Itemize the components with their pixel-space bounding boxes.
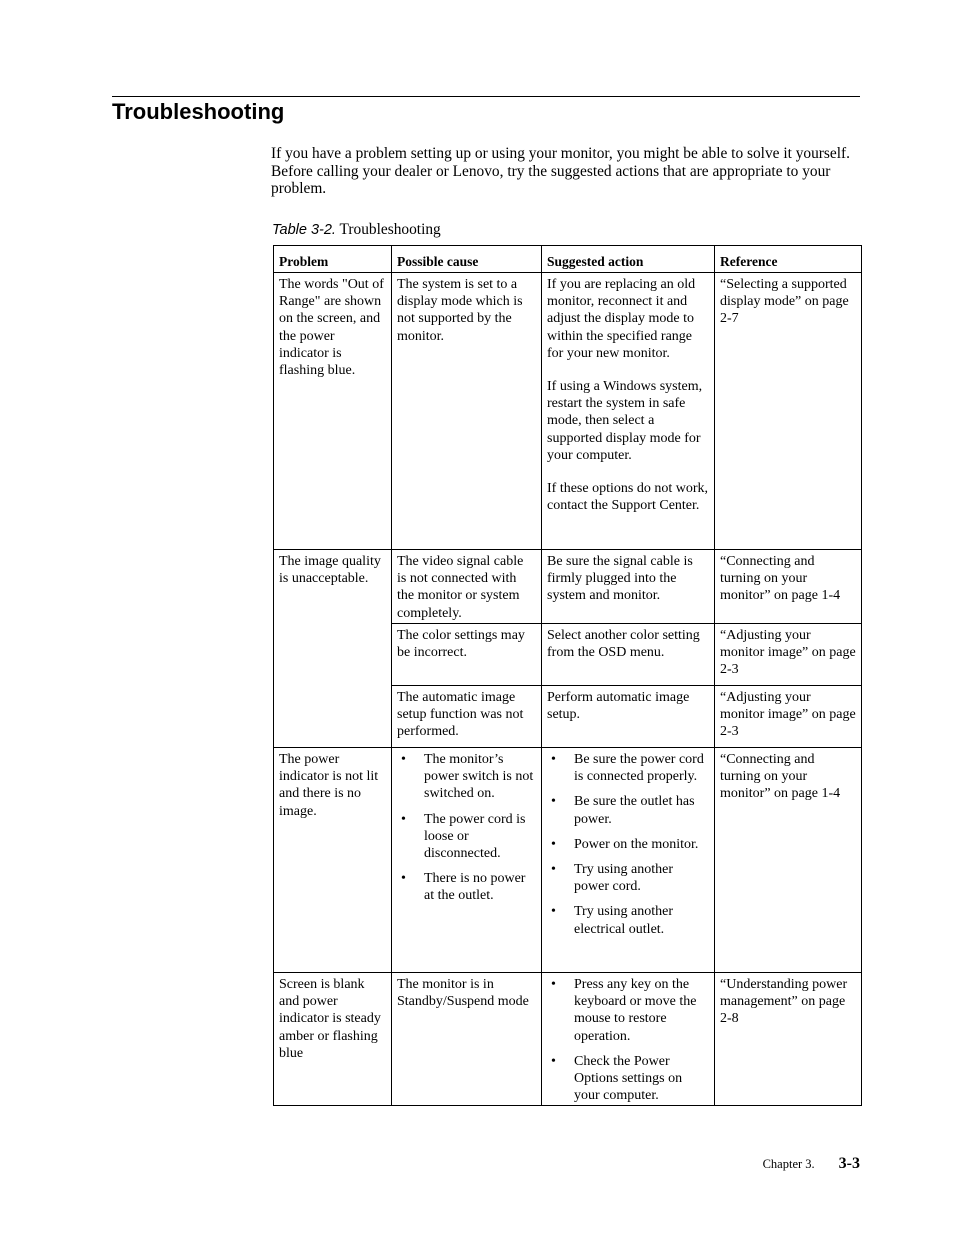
- action-paragraph: If using a Windows system, restart the system in safe mode, then select a supported display mode for your computer.: [547, 379, 703, 463]
- cause-bullet-item: • The power cord is loose or disconnected.: [401, 811, 526, 862]
- header-suggested-action: Suggested action: [542, 246, 715, 273]
- table-row: [274, 973, 862, 1106]
- action-bullet-item: • Try using another electrical outlet.: [551, 904, 674, 937]
- cause-cell: The color settings may be incorrect.: [392, 624, 542, 686]
- action-cell: [542, 973, 715, 1106]
- table-caption-text: Troubleshooting: [339, 221, 441, 238]
- bullet-icon: •: [551, 862, 556, 878]
- reference-cell: “Adjusting your monitor image” on page 2-3: [715, 624, 862, 686]
- problem-cell: The power indicator is not lit and there is no image.: [274, 748, 392, 973]
- cause-cell: The system is set to a display mode which is not supported by the monitor.: [392, 273, 542, 550]
- action-bullet-item: • Power on the monitor.: [551, 836, 699, 852]
- reference-cell: “Connecting and turning on your monitor” on page 1-4: [715, 748, 862, 973]
- table-header-row: [274, 246, 862, 273]
- table-row: [274, 273, 862, 550]
- bullet-icon: •: [551, 836, 556, 852]
- bullet-icon: •: [401, 871, 406, 887]
- table-caption: [272, 221, 441, 239]
- bullet-icon: •: [401, 752, 406, 767]
- table-row: [274, 748, 862, 973]
- problem-cell: The words "Out of Range" are shown on the screen, and the power indicator is flashing blue.: [274, 273, 392, 550]
- intro-paragraph: If you have a problem setting up or using your monitor, you might be able to solve it yourself. Before calling your dealer or Lenovo, try the suggested actions that are appropriate to your problem.: [271, 145, 850, 197]
- reference-cell: “Connecting and turning on your monitor” on page 1-4: [715, 550, 862, 624]
- action-bullet-item: • Be sure the power cord is connected properly.: [551, 752, 704, 785]
- action-cell: Perform automatic image setup.: [542, 686, 715, 748]
- action-cell: Be sure the signal cable is firmly plugged into the system and monitor.: [542, 550, 715, 624]
- problem-cell: Screen is blank and power indicator is steady amber or flashing blue: [274, 973, 392, 1106]
- footer-chapter: Chapter 3.: [762, 1157, 815, 1171]
- header-problem: Problem: [274, 246, 392, 273]
- page-footer: [763, 1155, 860, 1173]
- bullet-icon: •: [551, 977, 556, 992]
- page-title: Troubleshooting: [112, 99, 285, 124]
- footer-page-number: 3-3: [838, 1155, 860, 1172]
- action-bullet-item: • Try using another power cord.: [551, 862, 674, 895]
- table-caption-label: Table 3-2.: [272, 222, 336, 238]
- cause-cell: The video signal cable is not connected with the monitor or system completely.: [392, 550, 542, 624]
- cause-bullet-item: • The monitor’s power switch is not switched on.: [401, 752, 534, 802]
- header-possible-cause: Possible cause: [392, 246, 542, 273]
- reference-cell: “Adjusting your monitor image” on page 2-3: [715, 686, 862, 748]
- cause-cell: The monitor is in Standby/Suspend mode: [392, 973, 542, 1106]
- bullet-icon: •: [551, 1053, 556, 1069]
- action-cell: Select another color setting from the OSD menu.: [542, 624, 715, 686]
- cause-cell: [392, 748, 542, 973]
- bullet-icon: •: [551, 752, 556, 767]
- cause-bullet-item: • There is no power at the outlet.: [401, 871, 526, 904]
- table-row: [274, 550, 862, 624]
- action-bullet-item: • Press any key on the keyboard or move the mouse to restore operation.: [551, 977, 697, 1044]
- header-rule: [112, 96, 860, 97]
- action-paragraph: If you are replacing an old monitor, reconnect it and adjust the display mode to within the specified range for your new monitor.: [547, 277, 696, 361]
- problem-cell: The image quality is unacceptable.: [274, 550, 392, 748]
- reference-cell: “Selecting a supported display mode” on page 2-7: [715, 273, 862, 550]
- bullet-icon: •: [551, 904, 556, 920]
- header-reference: Reference: [715, 246, 862, 273]
- action-cell: [542, 273, 715, 550]
- action-cell: [542, 748, 715, 973]
- bullet-icon: •: [551, 794, 556, 810]
- action-bullet-item: • Check the Power Options settings on your computer.: [551, 1053, 683, 1104]
- reference-cell: “Understanding power management” on page 2-8: [715, 973, 862, 1106]
- troubleshooting-table: [273, 245, 862, 1106]
- action-bullet-item: • Be sure the outlet has power.: [551, 794, 695, 827]
- bullet-icon: •: [401, 811, 406, 827]
- cause-cell: The automatic image setup function was not performed.: [392, 686, 542, 748]
- action-paragraph: If these options do not work, contact the Support Center.: [547, 481, 708, 514]
